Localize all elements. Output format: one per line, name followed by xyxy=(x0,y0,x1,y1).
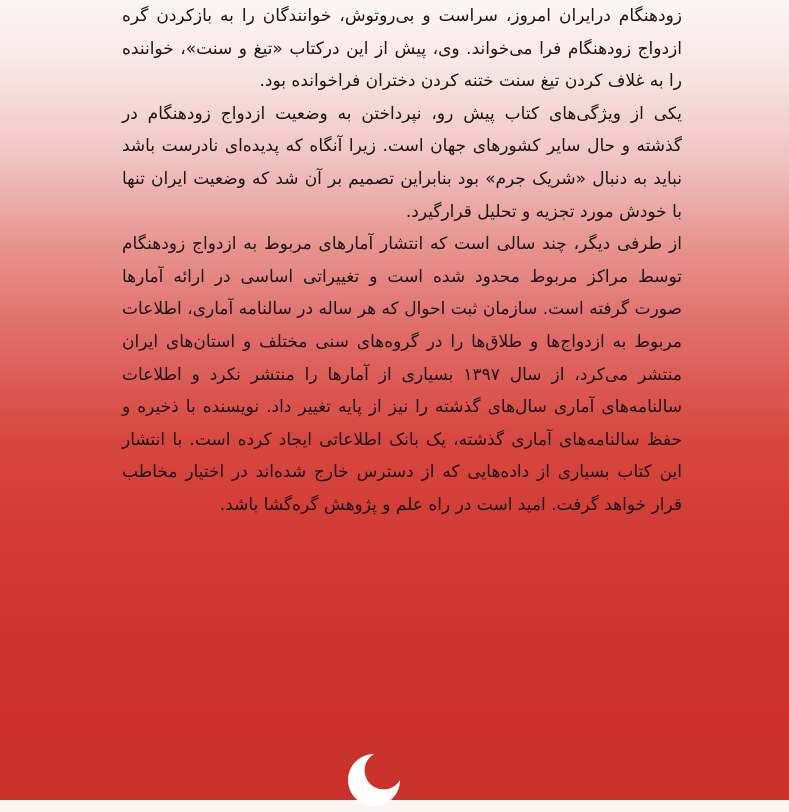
paragraph-features: یکی از ویژگی‌های کتاب پیش رو، نپرداختن به وضعیت ازدواج زودهنگام در گذشته و حال سایر کشورهای جهان است. زیرا آنگاه که پدیده‌ای نادرست باشد نباید به دنبال «شریک جرم» بود بنابراین تصمیم بر آن شد که وضعیت ایران تنها با خودش مورد تجزیه و تحلیل قرارگیرد. xyxy=(122,103,682,222)
paragraph-intro: زودهنگام درایران امروز، سراست و بی‌روتوش، خوانندگان را به بازکردن گره ازدواج زودهنگام فرا می‌خواند. وی، پیش از این درکتاب «تیغ و سنت»، خواننده را به غلاف کردن تیغ سنت ختنه کردن دختران فراخوانده بود. xyxy=(122,6,682,92)
paragraph-statistics: از طرفی دیگر، چند سالی است که انتشار آمارهای مربوط به ازدواج زودهنگام توسط مراکز مربوط محدود شده است و تغییراتی اساسی در ارائه آمارها صورت گرفته است. سازمان ثبت احوال که هر ساله در سالنامه آماری، اطلاعات مربوط به ازدواج‌ها و طلاق‌ها را در گروه‌های سنی مختلف و استان‌های ایران منتشر می‌کرد، از سال ۱۳۹۷ بسیاری از آمارها را منتشر نکرد و اطلاعات سالنامه‌های آماری سال‌های گذشته را نیز از پایه تغییر داد. نویسنده با ذخیره و حفظ سالنامه‌های آماری گذشته، یک بانک اطلاعاتی ایجاد کرده است. با انتشار این کتاب بسیاری از داده‌هایی که از دسترس خارج شده‌اند در اختیار مخاطب قرار خواهد گرفت. امید است در راه علم و پژوهش گره‌گشا باشد. xyxy=(122,234,682,515)
back-cover-text xyxy=(122,0,682,522)
